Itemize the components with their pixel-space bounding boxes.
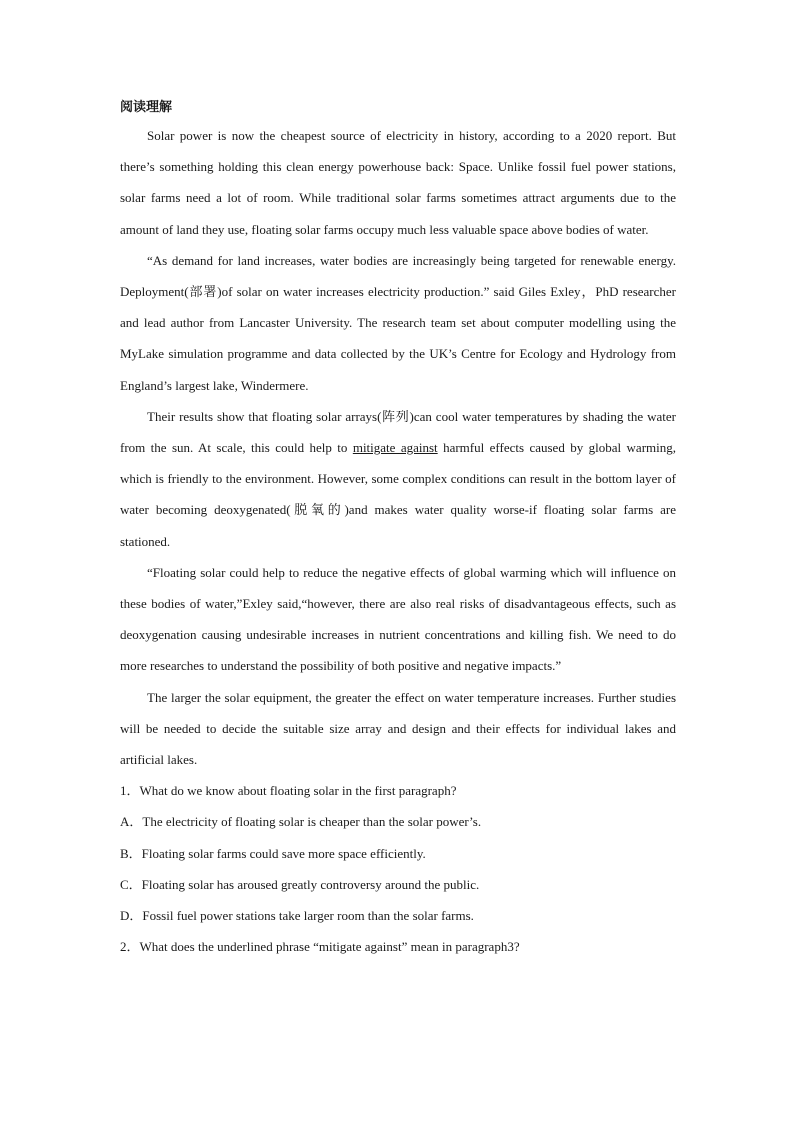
paragraph-2: “As demand for land increases, water bodies are increasingly being targeted for renewable energy. Deployment(部署)of solar on water increases electricity production.” said Giles Exley，PhD researcher and lead author from Lancaster University. The research team set about computer modelling using the MyLake simulation programme and data collected by the UK’s Centre for Ecology and Hydrology from England’s largest lake, Windermere.: [120, 252, 676, 393]
document-page: [120, 94, 676, 962]
paragraph-5: The larger the solar equipment, the greater the effect on water temperature increases. Further studies will be needed to decide the suitable size array and design and their effects for individual lakes and artificial lakes.: [120, 689, 676, 768]
section-heading: 阅读理解: [120, 99, 173, 114]
question-2: 2．What does the underlined phrase “mitigate against” mean in paragraph3?: [120, 939, 520, 955]
paragraph-3: [120, 401, 676, 557]
question-1-option-c: C．Floating solar has aroused greatly controversy around the public.: [120, 876, 480, 892]
paragraph-3-text-after: harmful effects caused by global warming, which is friendly to the environment. However, some complex conditions can result in the bottom layer of water becoming deoxygenated(脱氧的)and makes water quality worse-if floating solar farms are stationed.: [120, 440, 677, 549]
question-1-option-b: B．Floating solar farms could save more space efficiently.: [120, 845, 426, 861]
question-1: 1．What do we know about floating solar in the first paragraph?: [120, 783, 457, 799]
paragraph-4: “Floating solar could help to reduce the negative effects of global warming which will influence on these bodies of water,”Exley said,“however, there are also real risks of disadvantageous effects, such as deoxygenation causing undesirable increases in nutrient concentrations and killing fish. We need to do more researches to understand the possibility of both positive and negative impacts.”: [120, 564, 676, 674]
question-1-option-a: A．The electricity of floating solar is cheaper than the solar power’s.: [120, 814, 482, 830]
paragraph-3-text-before: Their results show that floating solar arrays(阵列)can cool water temperatures by shading the water from the sun. At scale, this could help to: [120, 408, 676, 456]
question-1-option-d: D．Fossil fuel power stations take larger room than the solar farms.: [120, 908, 474, 924]
paragraph-1: Solar power is now the cheapest source of electricity in history, according to a 2020 report. But there’s something holding this clean energy powerhouse back: Space. Unlike fossil fuel power stations, solar farms need a lot of room. While traditional solar farms sometimes attract arguments due to the amount of land they use, floating solar farms occupy much less valuable space above bodies of water.: [120, 128, 676, 237]
underlined-phrase: mitigate against: [352, 440, 438, 456]
